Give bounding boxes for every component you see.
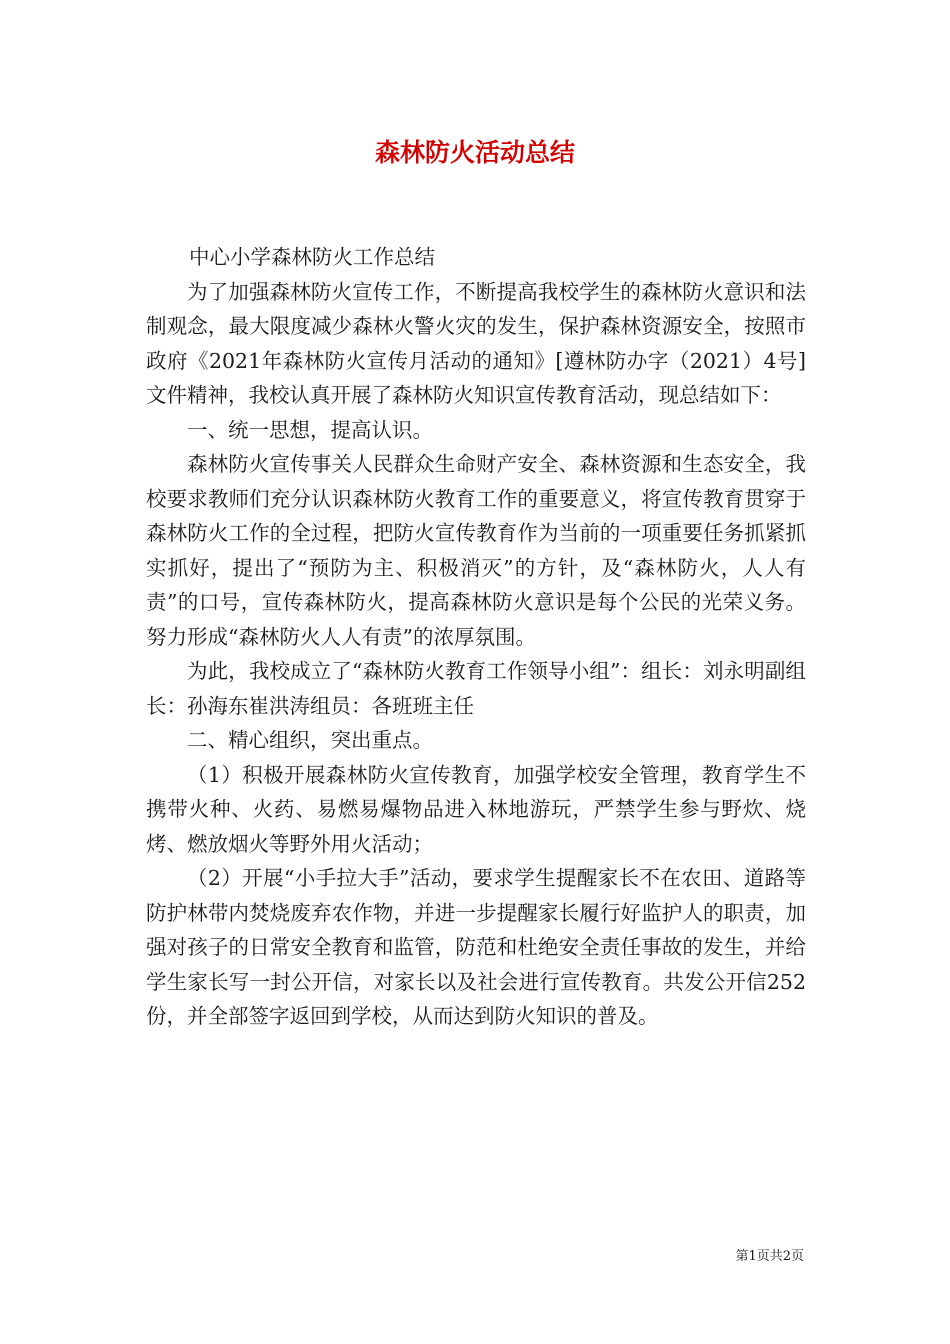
paragraph-leadership: 为此，我校成立了“森林防火教育工作领导小组”：组长：刘永明副组长：孙海东崔洪涛组员：各班班主任 xyxy=(146,659,806,718)
paragraph-item-2: （2）开展“小手拉大手”活动，要求学生提醒家长不在农田、道路等防护林带内焚烧废弃农作物，并进一步提醒家长履行好监护人的职责，加强对孩子的日常安全教育和监管，防范和杜绝安全责任事故的发生，并给学生家长写一封公开信，对家长以及社会进行宣传教育。共发公开信252份，并全部签字返回到学校，从而达到防火知识的普及。 xyxy=(146,866,806,1028)
document-title: 森林防火活动总结 xyxy=(374,138,575,167)
page-number: 第1页共2页 xyxy=(735,1249,804,1264)
paragraph-subtitle: 中心小学森林防火工作总结 xyxy=(189,245,436,269)
document-body xyxy=(146,240,806,1034)
paragraph-item-1: （1）积极开展森林防火宣传教育，加强学校安全管理，教育学生不携带火种、火药、易燃易爆物品进入林地游玩，严禁学生参与野炊、烧烤、燃放烟火等野外用火活动； xyxy=(146,762,806,856)
section-heading-2: 二、精心组织，突出重点。 xyxy=(187,728,433,752)
section-heading-1: 一、统一思想，提高认识。 xyxy=(187,417,433,442)
paragraph-intro: 为了加强森林防火宣传工作，不断提高我校学生的森林防火意识和法制观念，最大限度减少森林火警火灾的发生，保护森林资源安全，按照市政府《2021年森林防火宣传月活动的通知》[遵林防办字（2021）4号]文件精神，我校认真开展了森林防火知识宣传教育活动，现总结如下： xyxy=(146,279,806,407)
paragraph-section-1: 森林防火宣传事关人民群众生命财产安全、森林资源和生态安全，我校要求教师们充分认识森林防火教育工作的重要意义，将宣传教育贯穿于森林防火工作的全过程，把防火宣传教育作为当前的一项重要任务抓紧抓实抓好，提出了“预防为主、积极消灭”的方针，及“森林防火，人人有责”的口号，宣传森林防火，提高森林防火意识是每个公民的光荣义务。努力形成“森林防火人人有责”的浓厚氛围。 xyxy=(146,452,806,649)
